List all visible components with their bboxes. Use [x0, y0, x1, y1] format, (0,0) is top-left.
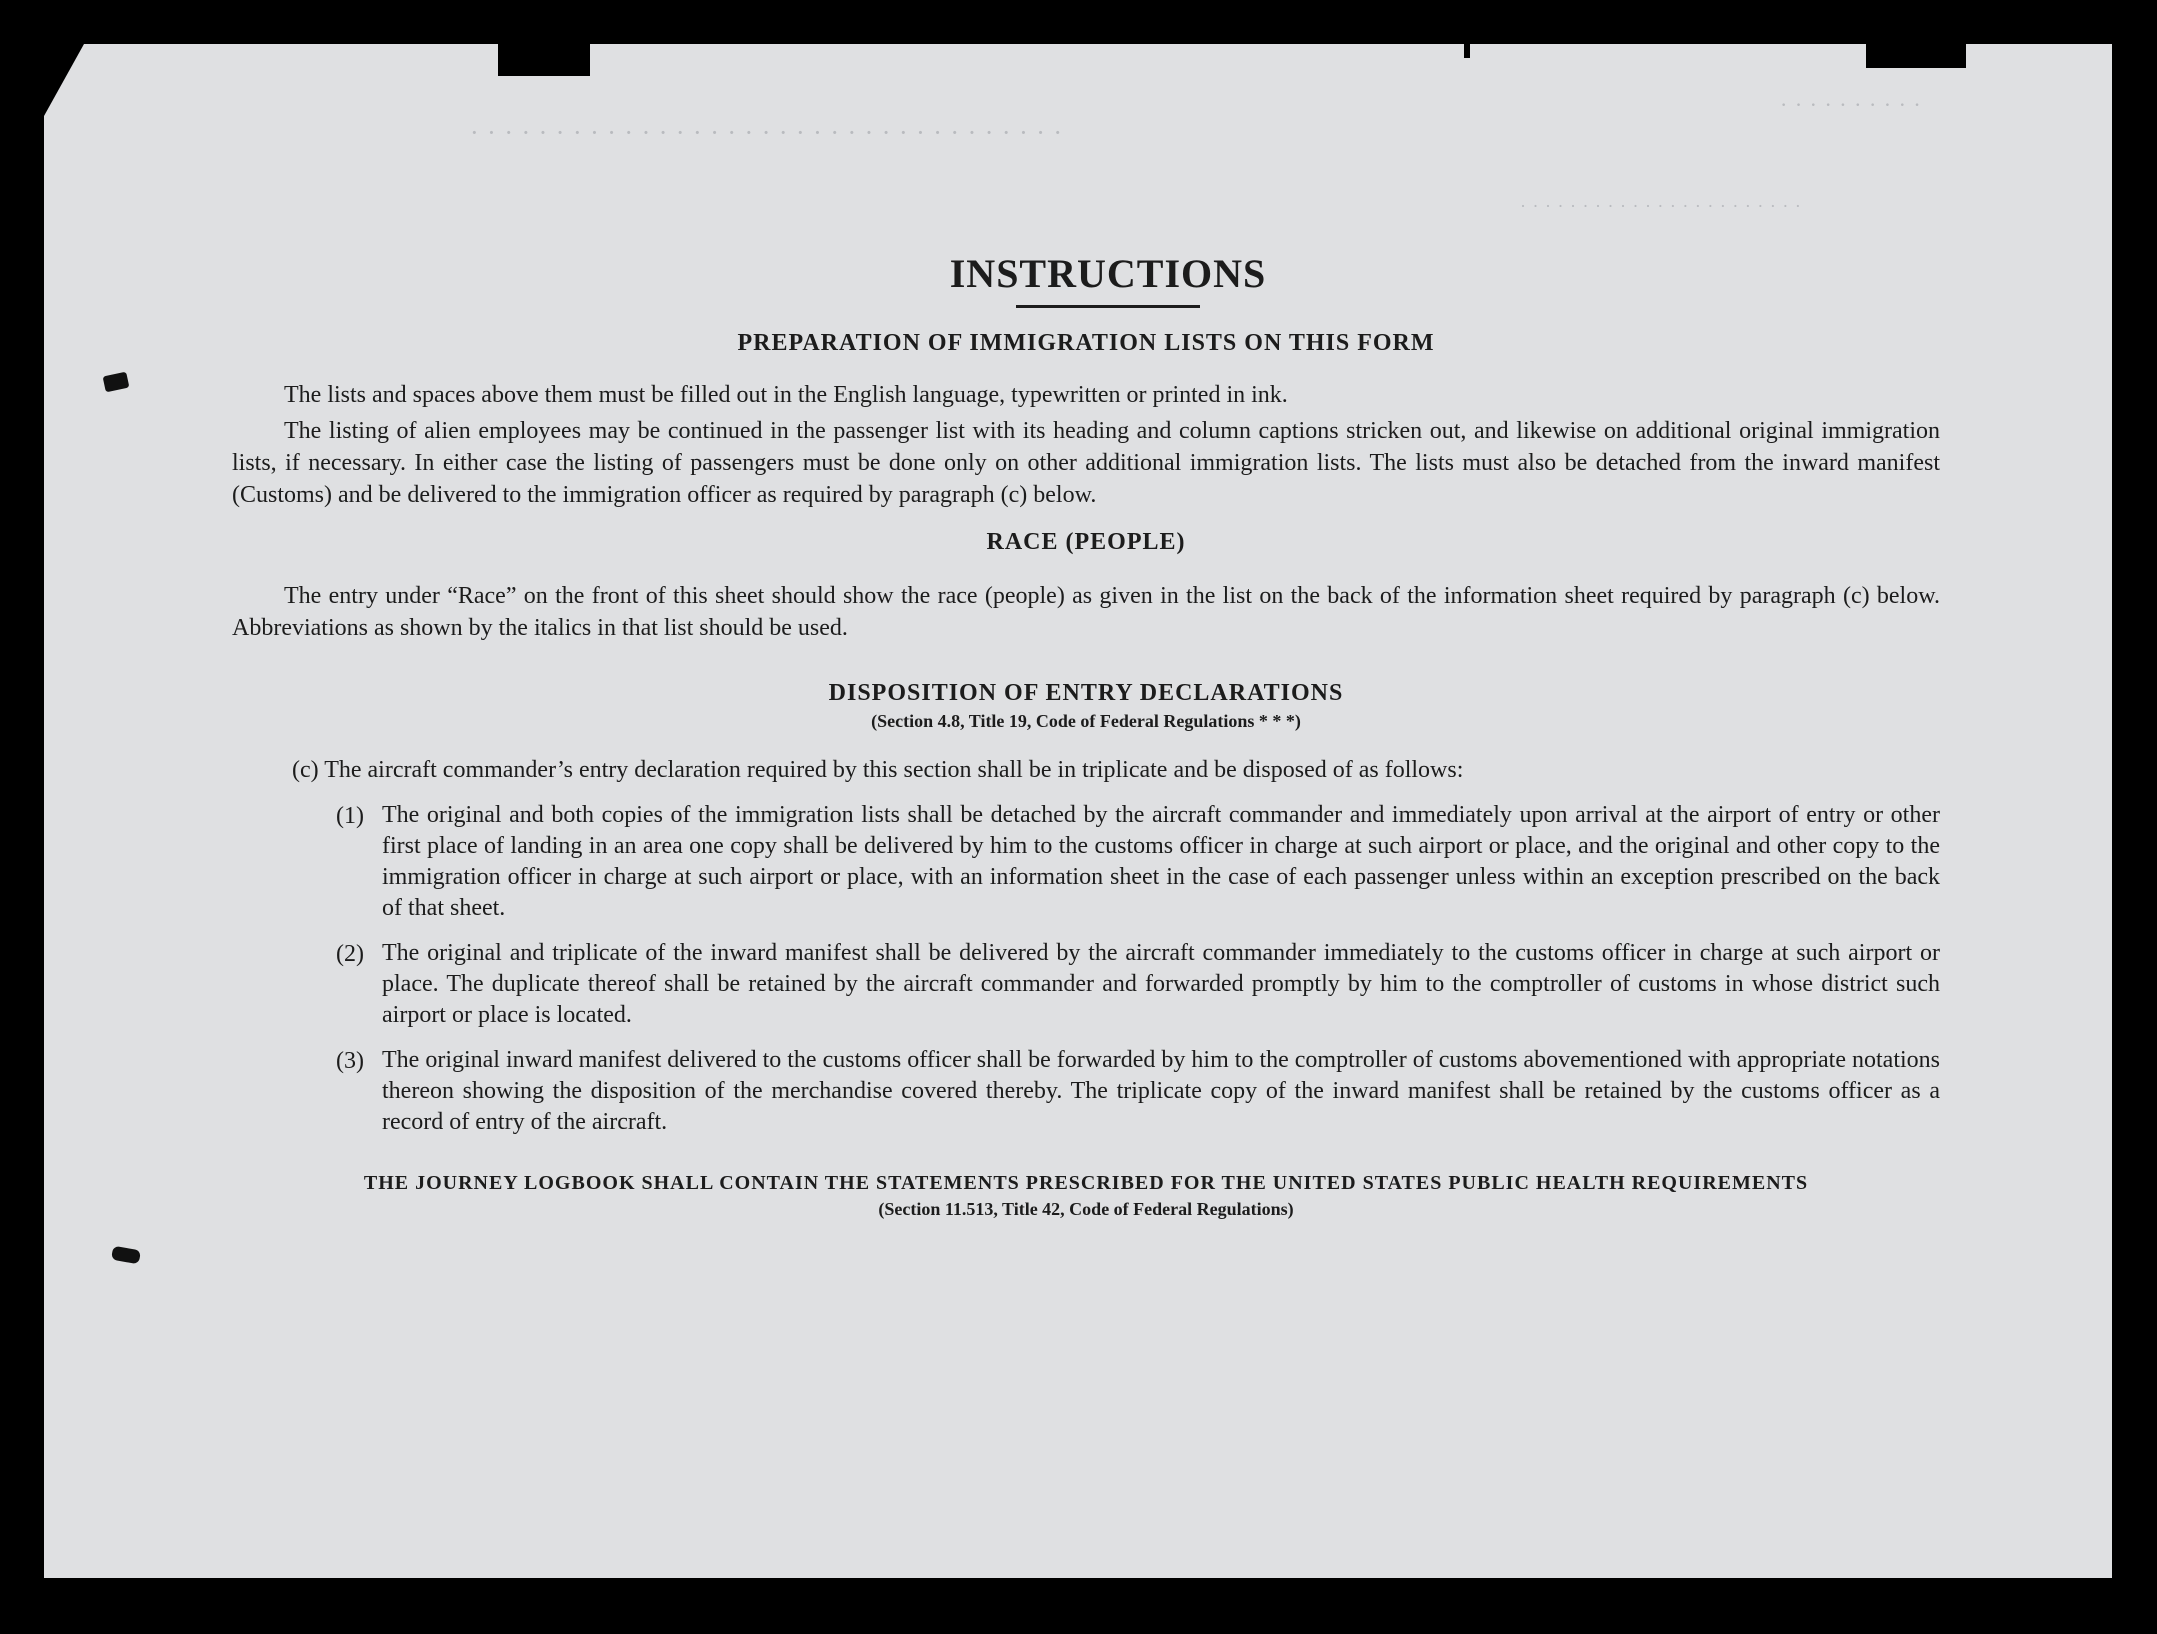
title-rule [1016, 305, 1200, 308]
section-heading-race: RACE (PEOPLE) [986, 529, 1186, 555]
list-item-number: (1) [336, 803, 364, 829]
list-item [232, 938, 1940, 1031]
bleed-through-mark: · · · · · · · · · · · · · · · · · · · · · · · [1520, 196, 1802, 216]
section-heading-disposition: DISPOSITION OF ENTRY DECLARATIONS [828, 680, 1344, 706]
list-item-number: (2) [336, 941, 364, 967]
instructions-content [232, 250, 1940, 1220]
list-item-text: The original and both copies of the immigration lists shall be detached by the aircraft commander and immediately upon arrival at the airport of entry or other first place of landing in an area one copy shall be delivered by him to the customs officer in charge at such airport or place, and the original and other copy to the immigration officer in charge at such airport or place, with an information sheet in the case of each passenger unless within an exception prescribed on the back of that sheet. [382, 802, 1940, 921]
paragraph-race: The entry under “Race” on the front of this sheet should show the race (people) as given in the list on the back of the information sheet required by paragraph (c) below. Abbreviations as shown by the italics in that list should be used. [232, 583, 1940, 641]
section-reference: (Section 4.8, Title 19, Code of Federal Regulations * * *) [871, 711, 1301, 731]
list-item [232, 1045, 1940, 1138]
section-heading-preparation: PREPARATION OF IMMIGRATION LISTS ON THIS FORM [737, 330, 1435, 356]
paragraph-c-intro: (c) The aircraft commander’s entry declaration required by this section shall be in triplicate and be disposed of as follows: [292, 757, 1464, 783]
list-item [232, 800, 1940, 924]
top-edge-tear [1866, 40, 1966, 68]
top-edge-tear [1464, 40, 1470, 58]
document-title: INSTRUCTIONS [949, 251, 1267, 296]
top-edge-tear [498, 40, 590, 76]
bleed-through-mark: · · · · · · · · · · · · · · · · · · · · · · · · · · · · · · · · · · · [470, 118, 1064, 147]
list-item-text: The original and triplicate of the inward manifest shall be delivered by the aircraft commander immediately to the customs officer in charge at such airport or place. The duplicate thereof shall be retained by the aircraft commander and forwarded promptly by him to the comptroller of customs in whose district such airport or place is located. [382, 940, 1940, 1028]
paragraph-language: The lists and spaces above them must be filled out in the English language, typewritten or printed in ink. [284, 382, 1288, 408]
paragraph-alien-employees: The listing of alien employees may be continued in the passenger list with its heading and column captions stricken out, and likewise on additional original immigration lists, if necessary. In either case the listing of passengers must be done only on other additional immigration lists. The lists must also be detached from the inward manifest (Customs) and be delivered to the immigration officer as required by paragraph (c) below. [232, 418, 1940, 508]
list-item-text: The original inward manifest delivered to the customs officer shall be forwarded by him to the comptroller of customs abovementioned with appropriate notations thereon showing the disposition of the merchandise covered thereby. The triplicate copy of the inward manifest shall be retained by the customs officer as a record of entry of the aircraft. [382, 1047, 1940, 1135]
list-item-number: (3) [336, 1048, 364, 1074]
footer-statement: THE JOURNEY LOGBOOK SHALL CONTAIN THE STATEMENTS PRESCRIBED FOR THE UNITED STATES PUBLIC HEALTH REQUIREMENTS [363, 1172, 1809, 1194]
footer-reference: (Section 11.513, Title 42, Code of Federal Regulations) [878, 1199, 1294, 1219]
bleed-through-mark: · · · · · · · · · · [1780, 92, 1922, 117]
